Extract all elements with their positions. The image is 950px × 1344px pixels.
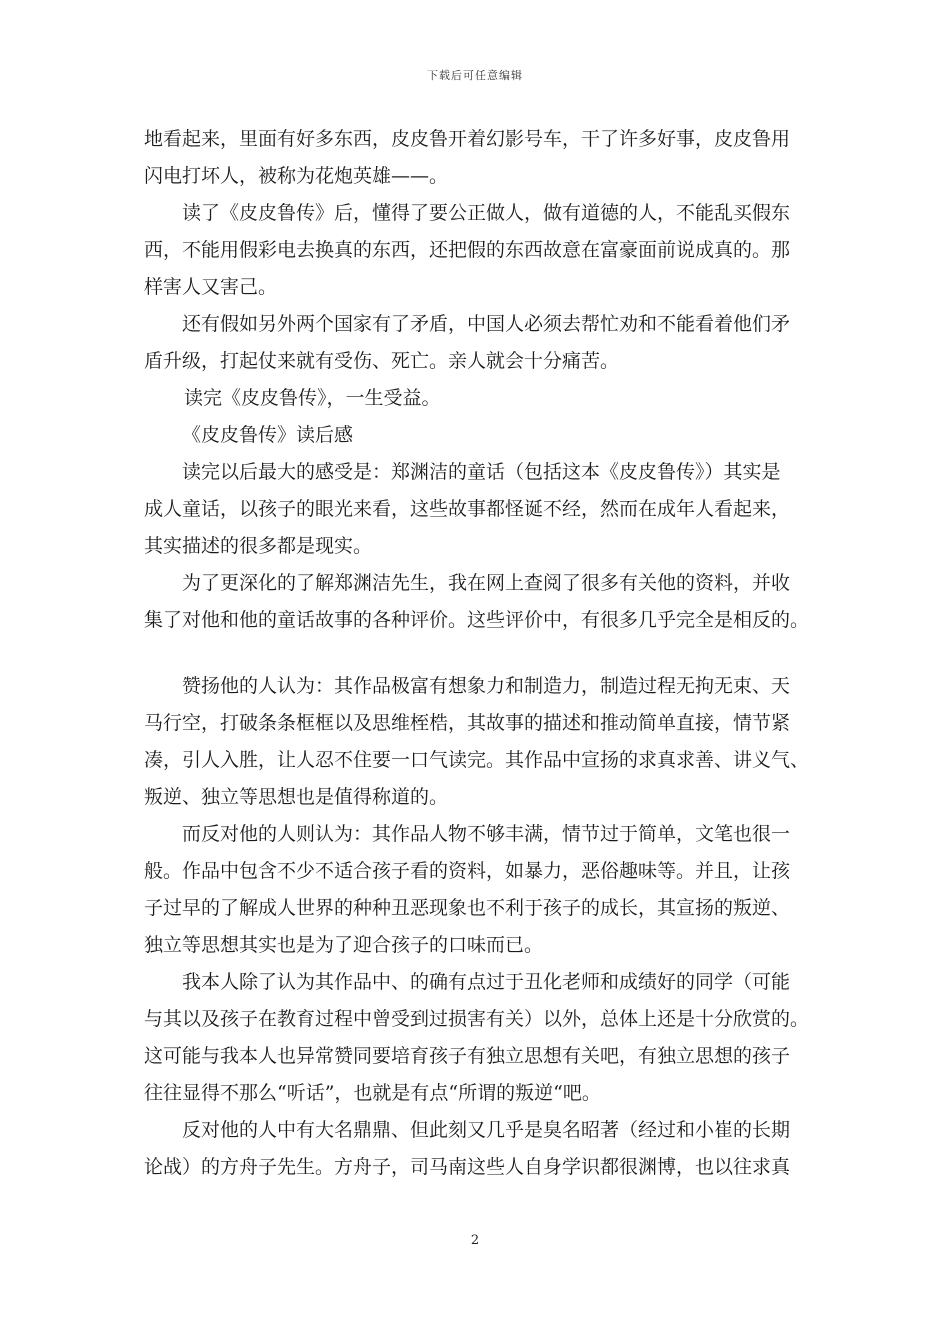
paragraph-line: 读完以后最大的感受是：郑渊洁的童话（包括这本《皮皮鲁传》）其实是 (182, 461, 781, 483)
paragraph-line: 其实描述的很多都是现实。 (144, 535, 373, 557)
paragraph-line: 往往显得不那么“听话”，也就是有点“所谓的叛逆“吧。 (144, 1082, 601, 1104)
paragraph-line: 这可能与我本人也异常赞同要培育孩子有独立思想有关吧，有独立思想的孩子 (144, 1045, 791, 1067)
paragraph-line: 闪电打坏人，被称为花炮英雄——。 (144, 165, 449, 187)
paragraph-line: 论战）的方舟子先生。方舟子，司马南这些人自身学识都很渊博，也以往求真 (144, 1156, 791, 1178)
paragraph-line: 赞扬他的人认为：其作品极富有想象力和制造力，制造过程无拘无束、天 (182, 675, 791, 697)
paragraph-line: 成人童话，以孩子的眼光来看，这些故事都怪诞不经，然而在成年人看起来， (144, 498, 791, 520)
paragraph-line: 盾升级，打起仗来就有受伤、死亡。亲人就会十分痛苦。 (144, 350, 620, 372)
page-number: 2 (470, 1233, 480, 1248)
paragraph-line: 西，不能用假彩电去换真的东西，还把假的东西故意在富豪面前说成真的。那 (144, 239, 791, 261)
paragraph-line: 而反对他的人则认为：其作品人物不够丰满，情节过于简单，文笔也很一 (182, 823, 791, 845)
paragraph-line: 与其以及孩子在教育过程中曾受到过损害有关）以外，总体上还是十分欣赏的。 (144, 1008, 810, 1030)
paragraph-line: 马行空，打破条条框框以及思维桎梏，其故事的描述和推动简单直接，情节紧 (144, 712, 791, 734)
paragraph-line: 反对他的人中有大名鼎鼎、但此刻又几乎是臭名昭著（经过和小崔的长期 (182, 1119, 791, 1141)
paragraph-line: 地看起来，里面有好多东西，皮皮鲁开着幻影号车，干了许多好事，皮皮鲁用 (144, 128, 791, 150)
paragraph-line: 子过早的了解成人世界的种种丑恶现象也不利于孩子的成长，其宣扬的叛逆、 (144, 897, 791, 919)
paragraph-line: 叛逆、独立等思想也是值得称道的。 (144, 786, 449, 808)
paragraph-line: 读完《皮皮鲁传》，一生受益。 (184, 387, 441, 409)
section-title: 《皮皮鲁传》读后感 (182, 424, 354, 446)
paragraph-line: 读了《皮皮鲁传》后，懂得了要公正做人，做有道德的人，不能乱买假东 (182, 202, 791, 224)
paragraph-line: 还有假如另外两个国家有了矛盾，中国人必须去帮忙劝和不能看着他们矛 (182, 313, 791, 335)
paragraph-line: 独立等思想其实也是为了迎合孩子的口味而已。 (144, 934, 544, 956)
paragraph-line: 我本人除了认为其作品中、的确有点过于丑化老师和成绩好的同学（可能 (182, 971, 791, 993)
paragraph-line: 集了对他和他的童话故事的各种评价。这些评价中，有很多几乎完全是相反的。 (144, 609, 810, 631)
paragraph-line: 为了更深化的了解郑渊洁先生，我在网上查阅了很多有关他的资料，并收 (182, 572, 791, 594)
page-header: 下载后可任意编辑 (427, 69, 523, 82)
document-body (144, 121, 812, 1186)
paragraph-line: 般。作品中包含不少不适合孩子看的资料，如暴力，恶俗趣味等。并且，让孩 (144, 860, 791, 882)
paragraph-line: 样害人又害己。 (144, 276, 278, 298)
paragraph-line: 凑，引人入胜，让人忍不住要一口气读完。其作品中宣扬的求真求善、讲义气、 (144, 749, 810, 771)
